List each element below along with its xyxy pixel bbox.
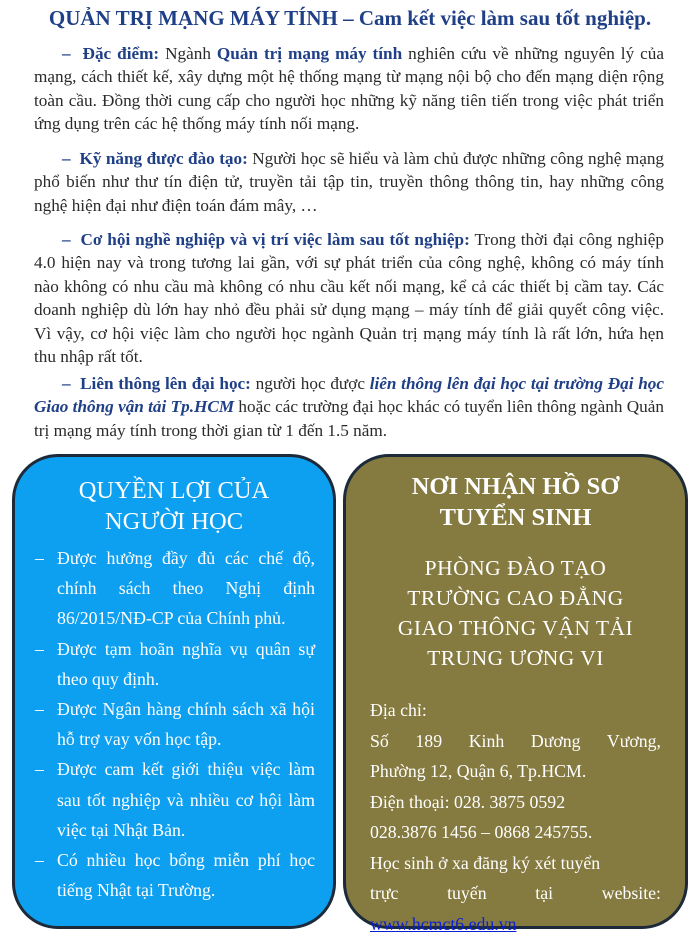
section-text: Người học sẽ hiểu và làm chủ được những công nghệ mạng phổ biến như thư tín điện tử, truyền tải tập tin, truyền thông thông tin, hay những công nghệ hiện đại như điện toán đám mây, … <box>34 149 665 215</box>
benefits-box <box>12 454 336 929</box>
section-text: hoặc các trường đại học khác có tuyển liên thông ngành Quản trị mạng máy tính trong thời gian từ 1 đến 1.5 năm. <box>34 397 664 440</box>
section-text: người học được <box>250 374 370 393</box>
dash-marker: – <box>62 374 71 393</box>
address-line: Số 189 Kinh Dương Vương, <box>370 730 661 751</box>
online-line: Học sinh ở xa đăng ký xét tuyển <box>370 852 601 873</box>
office-line: PHÒNG ĐÀO TẠO <box>424 556 607 580</box>
address-label: Địa chỉ: <box>370 700 427 720</box>
university-name: liên thông lên đại học tại trường Đại học Giao thông vận tải Tp.HCM <box>34 374 664 417</box>
dash-marker: – <box>62 230 71 249</box>
section-heading: Kỹ năng được đào tạo: <box>79 149 248 168</box>
bullet-dash: – <box>35 850 44 871</box>
office-line: TRUNG ƯƠNG VI <box>427 646 604 670</box>
section-career <box>34 228 664 368</box>
website-link[interactable]: www.hcmct6.edu.vn <box>370 913 517 934</box>
list-item <box>35 694 315 754</box>
list-item-text: Có nhiều học bổng miễn phí học tiếng Nhật tại Trường. <box>57 850 315 901</box>
list-item <box>35 543 315 634</box>
bullet-dash: – <box>35 548 44 568</box>
section-characteristics <box>34 42 664 136</box>
section-skills <box>34 147 664 217</box>
list-item-text: Được hưởng đầy đủ các chế độ, chính sách theo Nghị định 86/2015/NĐ-CP của Chính phủ. <box>57 548 315 629</box>
admission-title-line: TUYỂN SINH <box>439 504 592 531</box>
list-item <box>35 845 315 905</box>
list-item-text: Được Ngân hàng chính sách xã hội hỗ trợ vay vốn học tập. <box>57 699 315 750</box>
section-transfer <box>34 372 664 442</box>
section-heading: Đặc điểm: <box>82 44 160 63</box>
bullet-dash: – <box>35 638 44 659</box>
list-item-text: Được tạm hoãn nghĩa vụ quân sự theo quy định. <box>57 638 315 689</box>
admission-box <box>343 454 688 934</box>
contact-info <box>346 695 685 939</box>
benefits-title-line: QUYỀN LỢI CỦA <box>78 477 270 504</box>
benefits-list <box>15 543 333 905</box>
phone-line: Điện thoại: 028. 3875 0592 <box>370 791 566 812</box>
list-item <box>35 754 315 845</box>
dash-marker: – <box>62 149 71 168</box>
address-line: Phường 12, Quận 6, Tp.HCM. <box>370 761 587 781</box>
office-line: TRƯỜNG CAO ĐẲNG <box>407 586 624 610</box>
online-line: trực tuyến tại website: <box>370 883 661 903</box>
benefits-title <box>15 475 333 537</box>
list-item-text: Được cam kết giới thiệu việc làm sau tốt nghiệp và nhiều cơ hội làm việc tại Nhật Bản. <box>57 759 315 840</box>
section-text: Trong thời đại công nghiệp 4.0 hiện nay và trong tương lai gần, với sự phát triển của công nghệ, không có máy tính nào không có nhu cầu mà không có nhu cầu kết nối mạng, kể cả các thiết bị cầm tay. Các doanh nghiệp dù lớn hay nhỏ đều phải sử dụng mạng – máy tính để giải quyết công việc. Vì vậy, cơ hội việc làm cho người học ngành Quản trị mạng máy tính là rất lớn, hứa hẹn thu nhập rất tốt. <box>34 230 664 367</box>
section-text: Ngành <box>159 44 217 63</box>
section-heading: Cơ hội nghề nghiệp và vị trí việc làm sau tốt nghiệp: <box>80 230 470 249</box>
admission-title-line: NƠI NHẬN HỒ SƠ <box>411 473 620 500</box>
phone-line: 028.3876 1456 – 0868 245755. <box>370 822 593 842</box>
section-heading: Liên thông lên đại học: <box>80 374 251 393</box>
list-item <box>35 634 315 694</box>
dash-marker: – <box>62 44 71 63</box>
section-text: nghiên cứu về những nguyên lý của mạng, cách thiết kế, xây dựng một hệ thống mạng từ mạng nội bộ cho đến mạng diện rộng toàn cầu. Đồng thời cung cấp cho người học những kỹ năng tiên tiến trong việc phát triển ứng dụng trên các hệ thống máy tính nối mạng. <box>34 44 664 134</box>
major-name: Quản trị mạng máy tính <box>216 44 403 63</box>
admission-title <box>346 471 685 533</box>
page-title: QUẢN TRỊ MẠNG MÁY TÍNH – Cam kết việc làm sau tốt nghiệp. <box>48 6 652 30</box>
bullet-dash: – <box>35 699 44 720</box>
office-line: GIAO THÔNG VẬN TẢI <box>397 616 634 640</box>
benefits-title-line: NGƯỜI HỌC <box>104 508 244 535</box>
bullet-dash: – <box>35 759 44 780</box>
office-name <box>346 553 685 673</box>
